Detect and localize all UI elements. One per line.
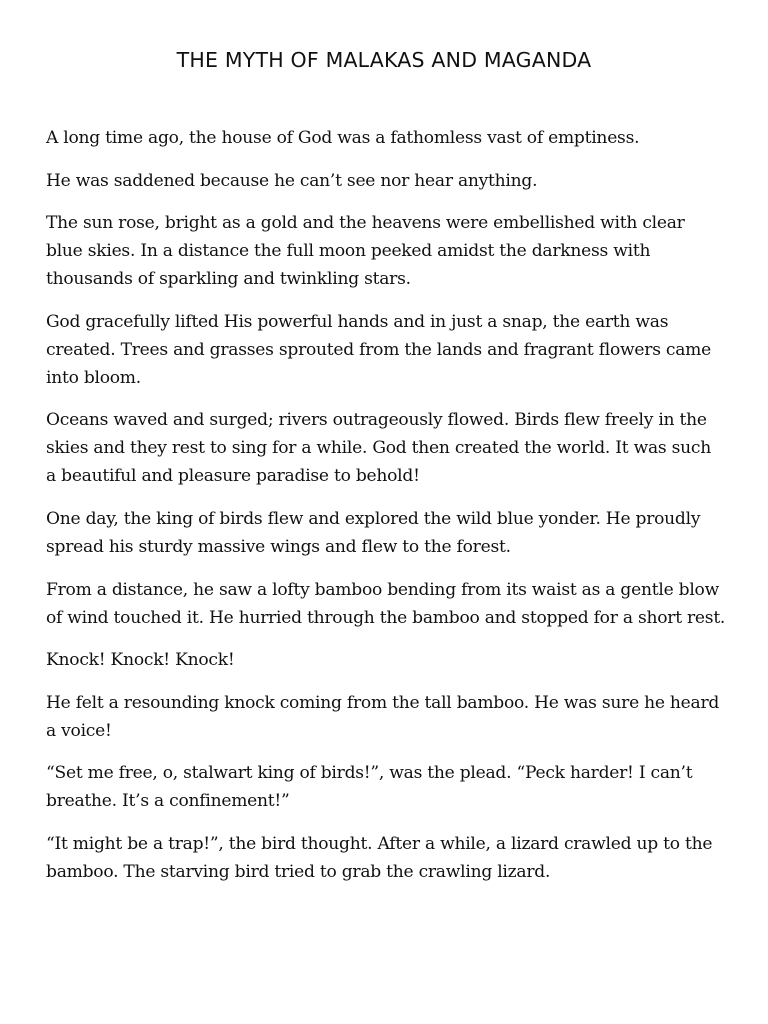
paragraph-10: “Set me free, o, stalwart king of birds!”, was the plead. “Peck harder! I can’t breathe. It’s a confinement!” bbox=[46, 763, 693, 812]
paragraph-6: One day, the king of birds flew and explored the wild blue yonder. He proudly spread his sturdy massive wings and flew to the forest. bbox=[46, 508, 701, 557]
paragraph-7: From a distance, he saw a lofty bamboo bending from its waist as a gentle blow of wind touched it. He hurried through the bamboo and stopped for a short rest. bbox=[46, 579, 726, 628]
paragraph-3: The sun rose, bright as a gold and the heavens were embellished with clear blue skies. In a distance the full moon peeked amidst the darkness with thousands of sparkling and twinkling stars. bbox=[46, 213, 685, 290]
paragraph-2: He was saddened because he can’t see nor hear anything. bbox=[46, 170, 538, 191]
document-body bbox=[46, 124, 726, 901]
document-title: THE MYTH OF MALAKAS AND MAGANDA bbox=[176, 48, 592, 72]
paragraph-11: “It might be a trap!”, the bird thought. After a while, a lizard crawled up to the bamboo. The starving bird tried to grab the crawling lizard. bbox=[46, 833, 713, 882]
paragraph-8: Knock! Knock! Knock! bbox=[46, 650, 235, 671]
paragraph-5: Oceans waved and surged; rivers outrageously flowed. Birds flew freely in the skies and they rest to sing for a while. God then created the world. It was such a beautiful and pleasure paradise to behold! bbox=[46, 410, 711, 487]
paragraph-1: A long time ago, the house of God was a fathomless vast of emptiness. bbox=[46, 128, 640, 148]
paragraph-4: God gracefully lifted His powerful hands and in just a snap, the earth was created. Trees and grasses sprouted from the lands and fragrant flowers came into bloom. bbox=[46, 311, 712, 388]
paragraph-9: He felt a resounding knock coming from the tall bamboo. He was sure he heard a voice! bbox=[46, 692, 720, 741]
